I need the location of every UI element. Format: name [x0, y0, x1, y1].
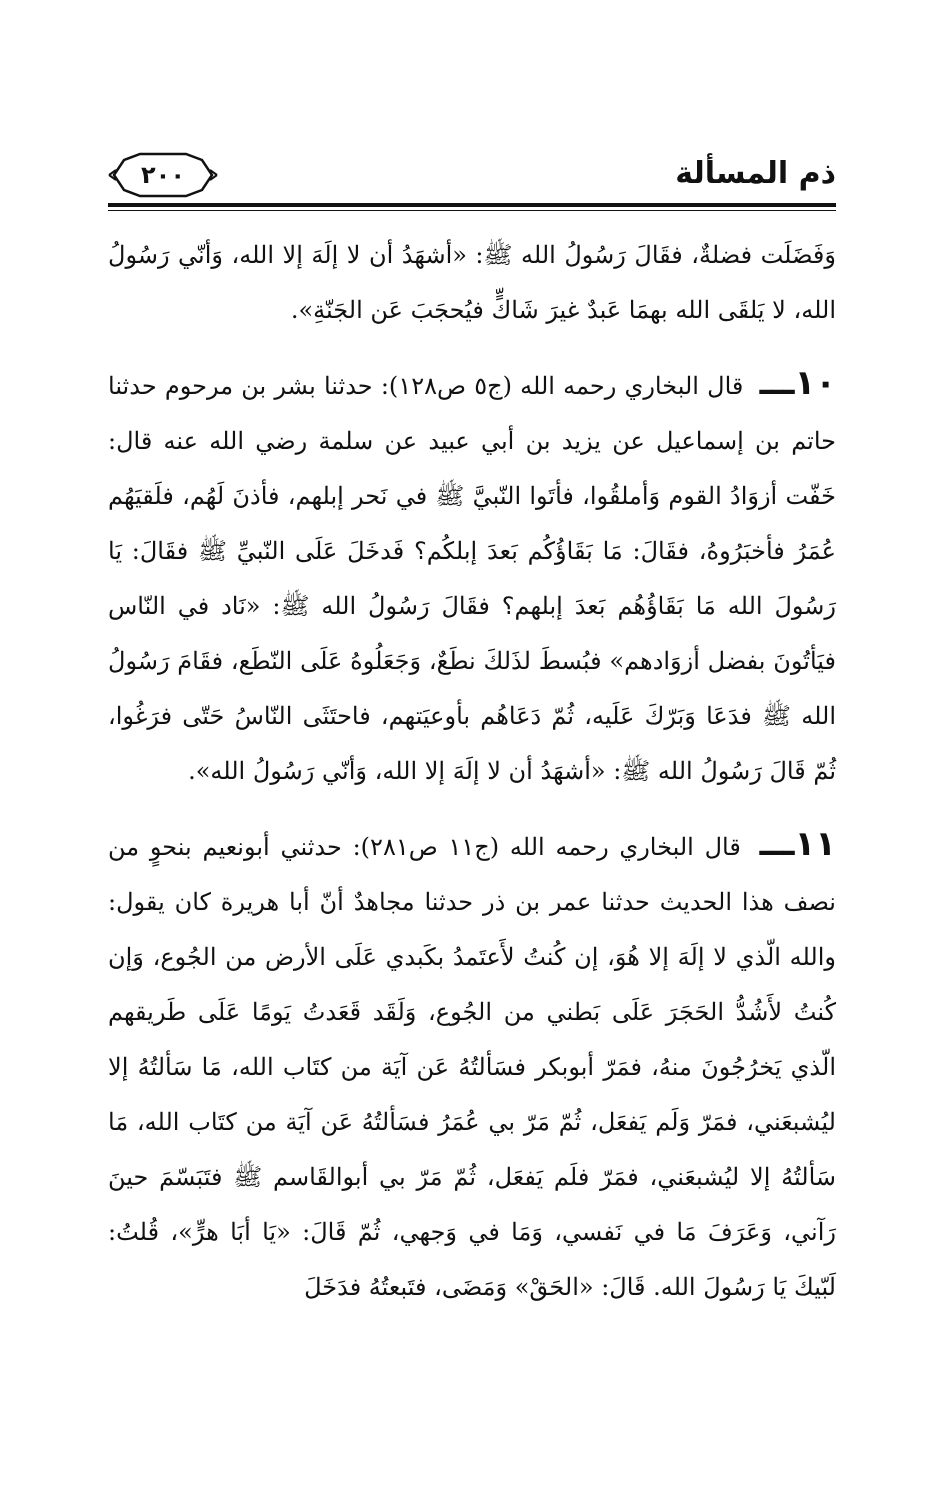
hadith-text: قال البخاري رحمه الله (ج٥ ص١٢٨): حدثنا بشر بن مرحوم حدثنا حاتم بن إسماعيل عن يزيد بن أبي عبيد عن سلمة رضي الله عنه قال: خَفّت أزوَادُ القوم وَأملقُوا، فأتَوا النّبيَّ ﷺ في نَحر إبلهم، فأذنَ لَهُم، فلَقيَهُم عُمَرُ فأخبَرُوهُ، فقَالَ: مَا بَقَاؤُكُم بَعدَ إبلكُم؟ فَدخَلَ عَلَى النّبيِّ ﷺ فقَالَ: يَا رَسُولَ الله مَا بَقَاؤُهُم بَعدَ إبلهم؟ فقَالَ رَسُولُ الله ﷺ: «نَاد في النّاس فيَأتُونَ بفضل أزوَادهم» فبُسطَ لذَلكَ نطَعٌ، وَجَعَلُوهُ عَلَى النّطَع، فقَامَ رَسُولُ الله ﷺ فدَعَا وَبَرّكَ عَلَيه، ثُمّ دَعَاهُم بأوعيَتهم، فاحتَثَى النّاسُ حَتّى فرَغُوا، ثُمّ قَالَ رَسُولُ الله ﷺ: «أشهَدُ أن لا إلَهَ إلا الله، وَأنّي رَسُولُ الله». [108, 372, 836, 785]
hadith-paragraph-10 [108, 356, 836, 799]
hadith-text: قال البخاري رحمه الله (ج١١ ص٢٨١): حدثني أبونعيم بنحوٍ من نصف هذا الحديث حدثنا عمر بن ذر حدثنا مجاهدٌ أنّ أبا هريرة كان يقول: والله الّذي لا إلَهَ إلا هُوَ، إن كُنتُ لأَعتَمدُ بكَبدي عَلَى الأرض من الجُوع، وَإن كُنتُ لأَشُدُّ الحَجَرَ عَلَى بَطني من الجُوع، وَلَقَد قَعَدتُ يَومًا عَلَى طَريقهم الّذي يَخرُجُونَ منهُ، فمَرّ أبوبكر فسَألتُهُ عَن آيَة من كتَاب الله، مَا سَألتُهُ إلا ليُشبعَني، فمَرّ وَلَم يَفعَل، ثُمّ مَرّ بي عُمَرُ فسَألتُهُ عَن آيَة من كتَاب الله، مَا سَألتُهُ إلا ليُشبعَني، فمَرّ فلَم يَفعَل، ثُمّ مَرّ بي أبوالقَاسم ﷺ فتَبَسّمَ حينَ رَآني، وَعَرَفَ مَا في نَفسي، وَمَا في وَجهي، ثُمّ قَالَ: «يَا أبَا هرٍّ»، قُلتُ: لَبّيكَ يَا رَسُولَ الله. قَالَ: «الحَقْ» وَمَضَى، فتَبعتُهُ فدَخَلَ [108, 833, 836, 1301]
page-number-badge [108, 150, 218, 200]
page-header [108, 150, 836, 202]
hadith-number: ١١ـــ [759, 824, 836, 864]
paragraph-continuation: وَفَضَلَت فضلةٌ، فقَالَ رَسُولُ الله ﷺ: «أشهَدُ أن لا إلَهَ إلا الله، وَأنّي رَسُولُ الله، لا يَلقَى الله بهمَا عَبدٌ غيرَ شَاكٍّ فيُحجَبَ عَن الجَنّةِ». [108, 241, 836, 324]
header-rule [108, 203, 836, 207]
page-number: ٢٠٠ [141, 161, 185, 189]
header-rule-thin [108, 210, 836, 211]
page-body [108, 228, 836, 1315]
running-title: ذم المسألة [675, 156, 836, 191]
hadith-paragraph-11 [108, 817, 836, 1315]
hadith-number: ١٠ـــ [759, 363, 836, 403]
